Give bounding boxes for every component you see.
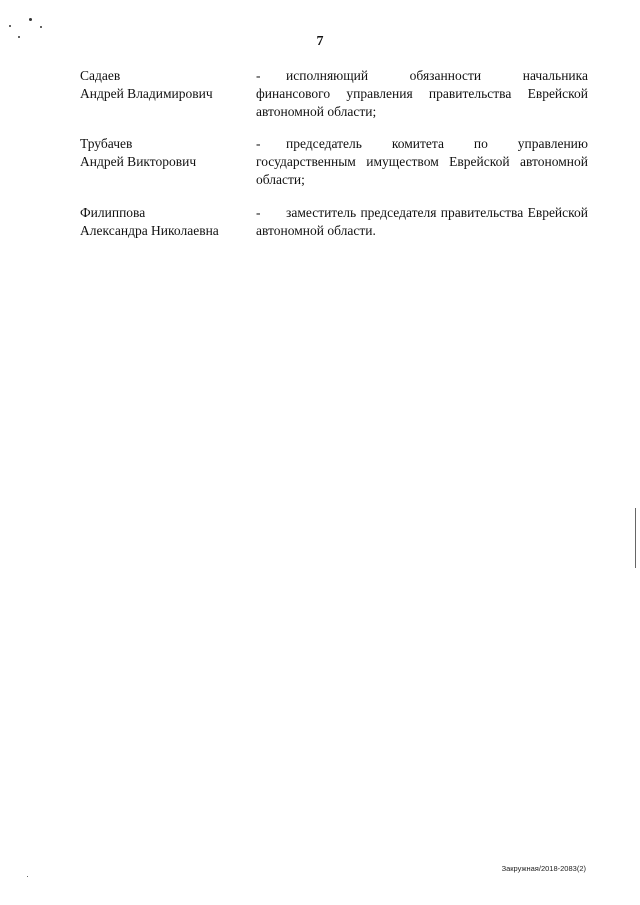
member-surname: Трубачев	[80, 136, 133, 151]
scan-speck	[9, 25, 11, 27]
member-position-text: заместитель председателя правительства Еврейской автономной области.	[256, 205, 588, 238]
scan-speck	[40, 26, 42, 28]
member-given-names: Александра Николаевна	[80, 223, 219, 238]
member-surname: Филиппова	[80, 205, 146, 220]
scan-edge-line	[635, 508, 636, 568]
entry-dash: -	[256, 205, 261, 220]
member-name	[80, 204, 250, 240]
entry-dash: -	[256, 136, 261, 151]
entry-dash: -	[256, 68, 261, 83]
member-given-names: Андрей Викторович	[80, 154, 197, 169]
member-position-text: председатель комитета по управлению государственным имуществом Еврейской автономной области;	[256, 136, 588, 187]
member-position	[256, 135, 588, 189]
document-reference: Закружная/2018-2083(2)	[501, 864, 586, 873]
scan-speck	[29, 18, 32, 21]
member-position	[256, 67, 588, 121]
member-surname: Садаев	[80, 68, 121, 83]
member-given-names: Андрей Владимирович	[80, 86, 213, 101]
page-number: 7	[316, 34, 324, 49]
member-name	[80, 67, 250, 103]
scan-speck	[18, 36, 20, 38]
member-position	[256, 204, 588, 240]
member-position-text: исполняющий обязанности начальника финансового управления правительства Еврейской автономной области;	[256, 68, 588, 119]
member-name	[80, 135, 250, 171]
scan-speck	[27, 876, 28, 877]
